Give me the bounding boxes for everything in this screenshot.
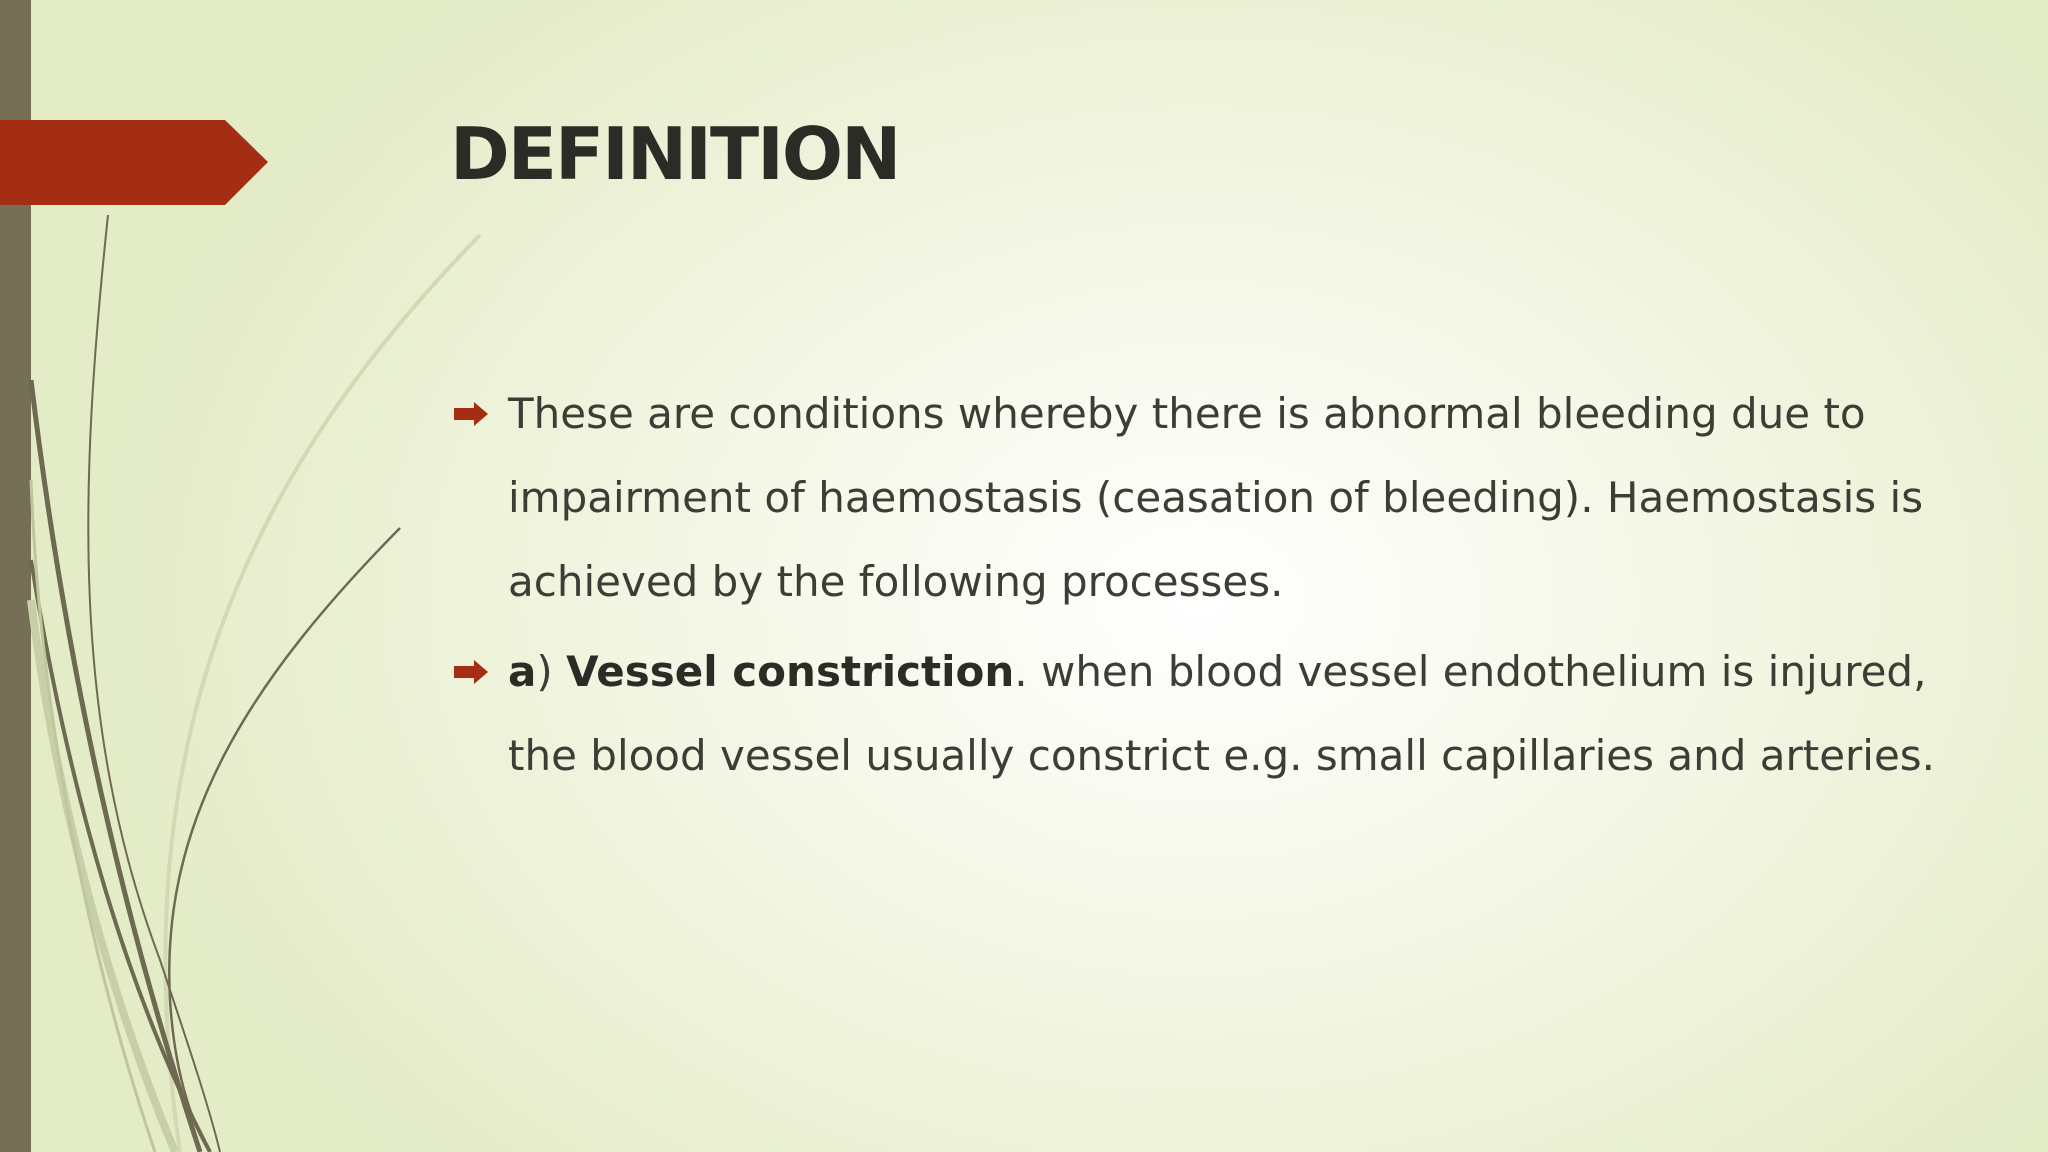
slide-title: DEFINITION (450, 112, 900, 196)
bullet-label-paren: ) (536, 647, 553, 696)
bullet-text: . when blood vessel endothelium is injured, the blood vessel usually constrict e.g. small capillaries and arteries. (508, 647, 1936, 780)
bullet-list (450, 372, 1950, 804)
bullet-text: These are conditions whereby there is abnormal bleeding due to impairment of haemostasis (ceasation of bleeding). Haemostasis is achieved by the following processes. (508, 389, 1924, 606)
arrow-bullet-icon (454, 402, 490, 426)
bullet-item (450, 372, 1950, 624)
bullet-label: a (508, 647, 537, 696)
title-arrow-tab (0, 120, 270, 205)
arrow-bullet-icon (454, 660, 490, 684)
bullet-term: Vessel constriction (566, 647, 1015, 696)
bullet-item (450, 630, 1950, 798)
